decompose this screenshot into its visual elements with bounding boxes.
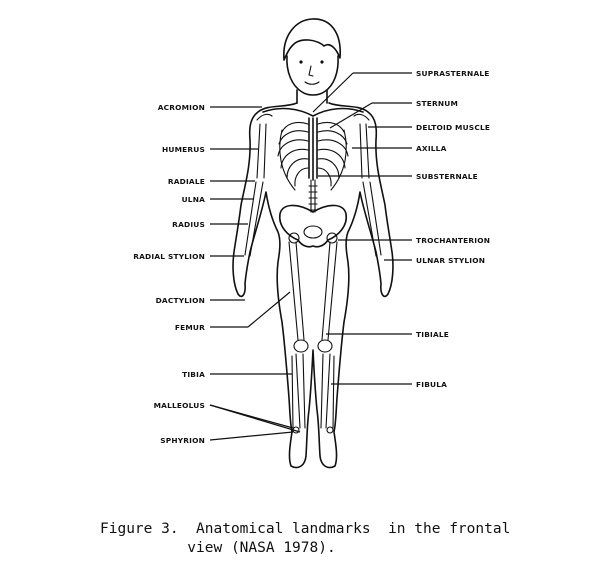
label-femur: FEMUR (174, 323, 205, 332)
right-humerus-bone (360, 124, 369, 178)
label-sternum: STERNUM (416, 99, 459, 108)
left-forearm-bones (245, 182, 263, 256)
label-fibula: FIBULA (416, 380, 448, 389)
label-trochanterion: TROCHANTERION (416, 236, 491, 245)
right-acromion (354, 114, 369, 120)
left-humerus-bone (257, 124, 266, 178)
right-femur-bone (322, 242, 337, 340)
label-axilla: AXILLA (416, 144, 447, 153)
pelvic-inlet (304, 226, 322, 238)
human-figure (233, 19, 393, 468)
label-radiale: RADIALE (167, 177, 205, 186)
label-ulnar-stylion: ULNAR STYLION (416, 256, 486, 265)
spine (309, 180, 317, 212)
label-humerus: HUMERUS (161, 145, 205, 154)
right-knee (318, 340, 332, 352)
nose (309, 66, 313, 76)
left-lower-leg-bones (292, 354, 305, 428)
left-eye (299, 60, 302, 63)
right-labels (416, 69, 490, 389)
right-forearm-bones (363, 182, 381, 256)
label-deltoid-muscle: DELTOID MUSCLE (416, 123, 491, 132)
label-radius: RADIUS (172, 220, 205, 229)
label-ulna: ULNA (181, 195, 205, 204)
right-ankle (327, 427, 333, 433)
label-tibia: TIBIA (182, 370, 205, 379)
right-lower-leg-bones (321, 354, 334, 428)
figure-caption (100, 520, 580, 558)
mouth (305, 82, 319, 84)
left-acromion (257, 114, 272, 120)
left-labels (133, 103, 205, 445)
label-sphyrion: SPHYRION (160, 436, 205, 445)
label-malleolus: MALLEOLUS (153, 401, 205, 410)
right-eye (320, 60, 323, 63)
clavicles (263, 109, 363, 116)
label-acromion: ACROMION (157, 103, 205, 112)
label-substernale: SUBSTERNALE (416, 172, 478, 181)
leader-sphyrion (210, 432, 293, 440)
leader-femur-diag (248, 292, 290, 327)
caption-line-1: Figure 3. Anatomical landmarks in the frontal (100, 521, 511, 537)
leader-malleolus-b (210, 405, 300, 432)
label-suprasternale: SUPRASTERNALE (416, 69, 490, 78)
left-knee (294, 340, 308, 352)
label-tibiale: TIBIALE (416, 330, 450, 339)
caption-line-2: view (NASA 1978). (100, 540, 336, 556)
left-femur-bone (289, 242, 304, 340)
hair-outline (284, 19, 340, 60)
label-dactylion: DACTYLION (155, 296, 205, 305)
label-radial-stylion: RADIAL STYLION (133, 252, 205, 261)
ribcage (278, 118, 348, 190)
